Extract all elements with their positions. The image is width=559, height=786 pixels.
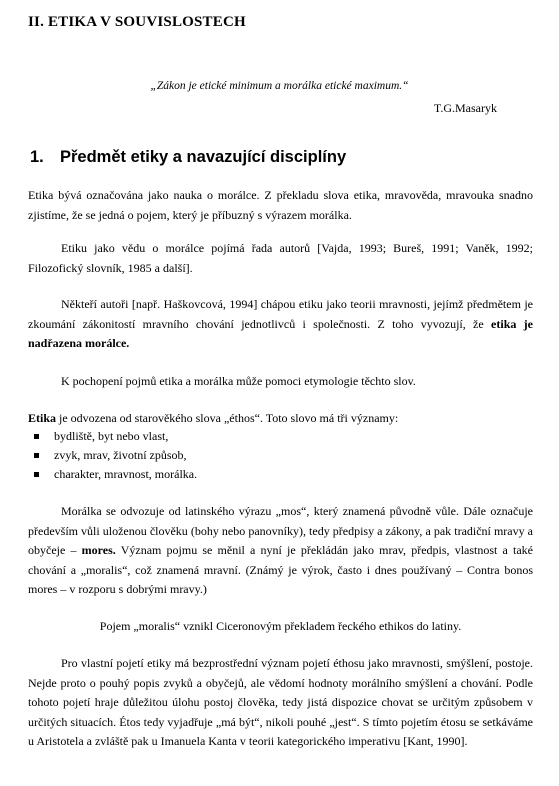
list-item: [28, 446, 533, 465]
paragraph-ethos-text: je odvozena od starověkého slova „éthos“. Toto slovo má tři významy:: [56, 411, 399, 425]
paragraph-moralka: [28, 502, 533, 600]
paragraph-ethos-conception: Pro vlastní pojetí etiky má bezprostřední význam pojetí éthosu jako mravnosti, smýšlení, postoje. Nejde proto o pouhý popis zvyků a obyčejů, ale vědomí hodnoty morálního smýšlení a chování. Podle tohoto pojetí hraje důležitou úlohu postoj člověka, tedy jistá dispozice chovat se určitým způsobem v určitých situacích. Étos tedy vyjadřuje „má být“, nikoli pouhé „jest“. S tímto pojetím étosu se setkáváme u Aristotela a zvláště pak u Imanuela Kanta v teorii kategorického imperativu [Kant, 1990].: [28, 656, 533, 748]
list-item-text: bydliště, byt nebo vlast,: [54, 429, 169, 443]
paragraph-moralka-text-a: Morálka se odvozuje od latinského výrazu „mos“, který znamená původně vůle. Dále označuje především vůli uloženou člověku (bohy nebo panovníky), tedy předpisy a zákony, a pak tradiční mravy a obyčeje –: [28, 504, 533, 557]
motto-author: T.G.Masaryk: [433, 101, 497, 115]
paragraph-authors: Etiku jako vědu o morálce pojímá řada autorů [Vajda, 1993; Bureš, 1991; Vaněk, 1992; Filozofický slovník, 1985 a další].: [28, 241, 533, 275]
chapter-title: II. ETIKA V SOUVISLOSTECH: [28, 14, 246, 30]
motto-quote: „Zákon je etické minimum a morálka etické maximum.“: [150, 80, 409, 92]
section-title: Předmět etiky a navazující disciplíny: [60, 148, 347, 166]
bullet-square-icon: [34, 434, 39, 439]
paragraph-ethos: [28, 409, 533, 429]
paragraph-moralis: Pojem „moralis“ vznikl Ciceronovým překladem řeckého ethikos do latiny.: [99, 619, 462, 633]
bullet-square-icon: [34, 453, 39, 458]
section-heading: [30, 148, 346, 167]
term-etika: Etika: [28, 411, 57, 425]
paragraph-theory-text: Někteří autoři [např. Haškovcová, 1994] chápou etiku jako teorii mravnosti, jejímž předmětem je zkoumání zákonitostí mravního chování jednotlivců i společnosti. Z toho vyvozují, že: [28, 297, 533, 331]
list-item-text: charakter, mravnost, morálka.: [54, 467, 198, 481]
term-mores: mores.: [81, 543, 116, 557]
paragraph-theory-emphasis: etika je nadřazena morálce.: [28, 316, 533, 350]
paragraph-moralka-text-b: Význam pojmu se měnil a nyní je překládán jako mrav, předpis, vlastnost a také chování a „moralis“, což znamená mravní. (Známý je výrok, často i dnes používaný – Contra bonos mores – v rozporu s dobrými mravy.): [28, 543, 534, 596]
list-item: [28, 465, 533, 484]
paragraph-theory: [28, 295, 533, 354]
bullet-square-icon: [34, 472, 39, 477]
section-number: 1.: [30, 148, 44, 166]
ethos-meanings-list: [28, 427, 533, 484]
paragraph-etymology: K pochopení pojmů etika a morálka může pomoci etymologie těchto slov.: [61, 374, 416, 388]
list-item: [28, 427, 533, 446]
list-item-text: zvyk, mrav, životní způsob,: [54, 448, 187, 462]
paragraph-definition: Etika bývá označována jako nauka o morálce. Z překladu slova etika, mravověda, mravouka snadno zjistíme, že se jedná o pojem, který je příbuzný s výrazem morálka.: [28, 188, 533, 222]
